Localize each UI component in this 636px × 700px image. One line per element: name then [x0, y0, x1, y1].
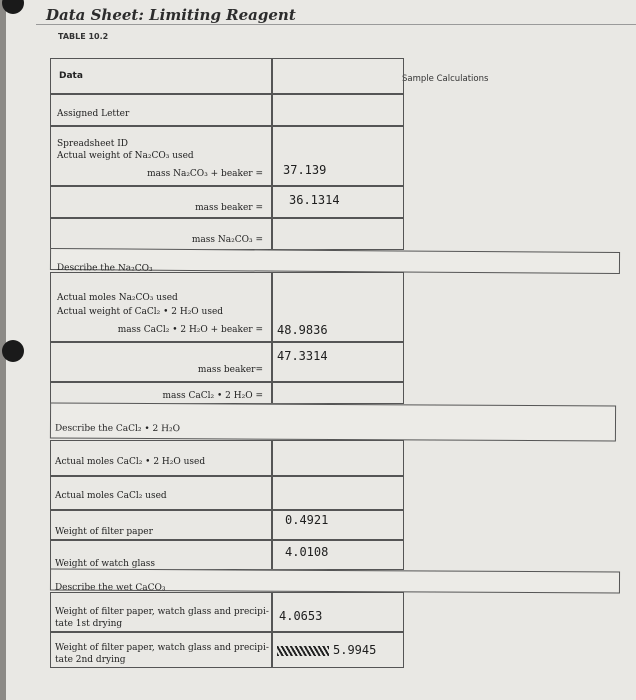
row-label: Weight of filter paper: [55, 527, 153, 537]
value-cell: [272, 440, 404, 476]
table-row: [50, 218, 272, 250]
table-row: [50, 58, 272, 94]
handwritten-value: 48.9836: [277, 323, 328, 337]
row-label: Actual moles Na₂CO₃ used: [57, 293, 178, 303]
column-header-data: Data: [59, 71, 83, 81]
data-table: [50, 58, 404, 668]
value-cell: [272, 58, 404, 94]
row-label: Describe the wet CaCO₃: [54, 582, 166, 594]
table-row: [50, 382, 272, 404]
value-cell: [272, 540, 404, 570]
value-cell: [272, 382, 404, 404]
table-row: [50, 476, 272, 510]
table-row: [50, 540, 272, 570]
table-row: [50, 186, 272, 218]
row-label: tate 2nd drying: [55, 655, 126, 665]
handwritten-value: 36.1314: [289, 193, 340, 207]
row-label: mass CaCl₂ • 2 H₂O + beaker =: [117, 325, 263, 335]
row-label: Weight of filter paper, watch glass and precipi-: [55, 643, 269, 653]
row-label: mass beaker=: [197, 365, 263, 375]
scribble-crossout: [277, 646, 329, 656]
value-cell: [272, 94, 404, 126]
data-sheet-page: [6, 0, 636, 700]
row-label: tate 1st drying: [55, 619, 123, 629]
table-row: [50, 342, 272, 382]
sample-calculations-label: Sample Calculations: [402, 74, 489, 84]
row-label: mass Na₂CO₃ =: [191, 235, 263, 245]
handwritten-value: 47.3314: [277, 349, 328, 363]
value-cell: [272, 218, 404, 250]
value-cell: [272, 186, 404, 218]
row-label: Weight of watch glass: [55, 559, 155, 569]
table-row: [50, 126, 272, 186]
value-cell: [272, 510, 404, 540]
value-cell: [272, 342, 404, 382]
value-cell: [272, 592, 404, 632]
table-label: TABLE 10.2: [58, 32, 109, 41]
row-label: mass CaCl₂ • 2 H₂O =: [162, 391, 263, 401]
row-label: Actual moles CaCl₂ • 2 H₂O used: [55, 457, 206, 467]
row-label: Describe the CaCl₂ • 2 H₂O: [54, 423, 181, 435]
handwritten-entry: [277, 643, 376, 657]
table-row: [50, 94, 272, 126]
row-label: Describe the Na₂CO₃: [56, 263, 153, 274]
table-row: [50, 569, 620, 594]
table-row: [50, 403, 616, 442]
value-cell: [272, 126, 404, 186]
table-row: [50, 592, 272, 632]
table-row: [50, 248, 620, 274]
row-label: Actual weight of CaCl₂ • 2 H₂O used: [57, 307, 224, 317]
handwritten-value: 5.9945: [333, 643, 377, 657]
table-row: [50, 440, 272, 476]
page-title: Data Sheet: Limiting Reagent: [46, 6, 296, 24]
row-label: mass Na₂CO₃ + beaker =: [147, 169, 263, 179]
row-label: Assigned Letter: [57, 109, 130, 119]
divider: [36, 24, 636, 25]
value-cell: [272, 632, 404, 668]
handwritten-value: 0.4921: [285, 513, 329, 527]
row-label: Spreadsheet ID: [57, 139, 128, 149]
binder-hole: [2, 0, 24, 14]
handwritten-value: 4.0108: [285, 545, 329, 559]
table-row: [50, 632, 272, 668]
row-label: Weight of filter paper, watch glass and precipi-: [55, 607, 269, 617]
value-cell: [272, 476, 404, 510]
handwritten-value: 37.139: [283, 163, 327, 177]
table-row: [50, 272, 272, 342]
row-label: Actual weight of Na₂CO₃ used: [57, 151, 194, 161]
binder-hole: [2, 340, 24, 362]
table-row: [50, 510, 272, 540]
row-label: mass beaker =: [195, 203, 263, 213]
handwritten-value: 4.0653: [279, 609, 323, 623]
value-cell: [272, 272, 404, 342]
row-label: Actual moles CaCl₂ used: [55, 491, 167, 501]
